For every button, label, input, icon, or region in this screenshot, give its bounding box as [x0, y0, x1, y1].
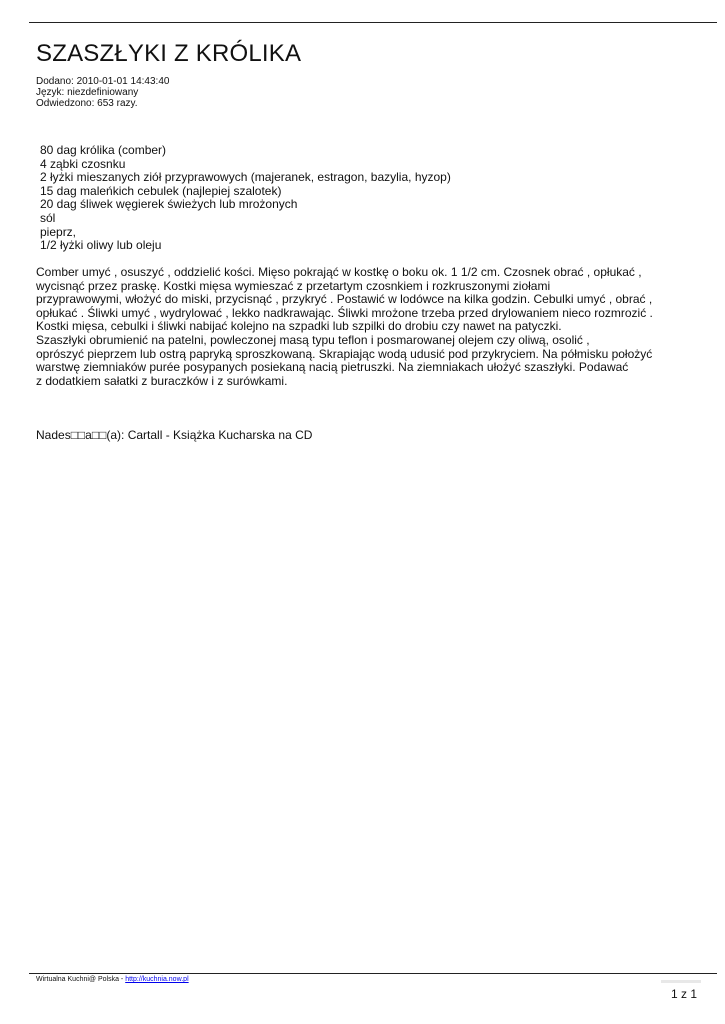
- ingredients-list: [40, 144, 451, 253]
- footer-faint-mark: [661, 980, 701, 983]
- instruction-line: Kostki mięsa, cebulki i śliwki nabijać kolejno na szpadki lub szpilki do drobiu czy nawet na patyczki.: [36, 319, 562, 334]
- instruction-line: opłukać . Śliwki umyć , wydrylować , lekko nadkrawając. Śliwki mrożone trzeba przed drylowaniem nieco rozmrozić .: [36, 305, 653, 320]
- top-divider: [29, 22, 717, 23]
- recipe-source: Nades□□a□□(a): Cartall - Książka Kucharska na CD: [36, 428, 313, 442]
- meta-added: Dodano: 2010-01-01 14:43:40: [36, 76, 170, 87]
- ingredient-item: pieprz,: [40, 224, 77, 239]
- bottom-divider: [29, 973, 717, 974]
- instruction-line: Comber umyć , osuszyć , oddzielić kości. Mięso pokrająć w kostkę o boku ok. 1 1/2 cm. Czosnek obrać , opłukać ,: [36, 265, 642, 279]
- footer-site: [36, 976, 189, 983]
- ingredient-item: 1/2 łyżki oliwy lub oleju: [40, 238, 162, 253]
- instruction-line: wycisnąć przez praskę. Kostki mięsa wymieszać z przetartym czosnkiem i rozkruszonymi ziołami: [36, 278, 551, 293]
- footer-site-label: Wirtualna Kuchni@ Polska -: [36, 976, 126, 983]
- ingredient-item: 80 dag królika (comber): [40, 143, 167, 157]
- instruction-line: z dodatkiem sałatki z buraczków i z surówkami.: [36, 373, 288, 388]
- ingredient-item: 20 dag śliwek węgierek świeżych lub mrożonych: [40, 197, 298, 212]
- instruction-line: Szaszłyki obrumienić na patelni, powleczonej masą typu teflon i posmarowanej olejem czy oliwą, osolić ,: [36, 332, 590, 347]
- ingredient-item: sól: [40, 210, 56, 225]
- recipe-title: SZASZŁYKI Z KRÓLIKA: [36, 40, 302, 67]
- instruction-line: warstwę ziemniaków purée posypanych posiekaną nacią pietruszki. Na ziemniakach ułożyć szaszłyki. Podawać: [36, 360, 629, 375]
- ingredient-item: 15 dag maleńkich cebulek (najlepiej szalotek): [40, 183, 282, 198]
- recipe-meta: [36, 76, 169, 109]
- page-number: 1 z 1: [670, 987, 697, 1001]
- footer-site-link[interactable]: http://kuchnia.now.pl: [125, 976, 189, 983]
- instruction-line: przyprawowymi, włożyć do miski, przycisnąć , przykryć . Postawić w lodówce na kilka godzin. Cebulki umyć , obrać ,: [36, 292, 653, 307]
- instructions-text: [36, 266, 653, 388]
- ingredient-item: 2 łyżki mieszanych ziół przyprawowych (majeranek, estragon, bazylia, hyzop): [40, 170, 451, 185]
- ingredient-item: 4 ząbki czosnku: [40, 156, 126, 171]
- meta-visited: Odwiedzono: 653 razy.: [36, 98, 138, 109]
- instruction-line: oprószyć pieprzem lub ostrą papryką sproszkowaną. Skrapiając wodą udusić pod przykryciem. Na półmisku położyć: [36, 346, 653, 361]
- meta-language: Język: niezdefiniowany: [36, 87, 139, 98]
